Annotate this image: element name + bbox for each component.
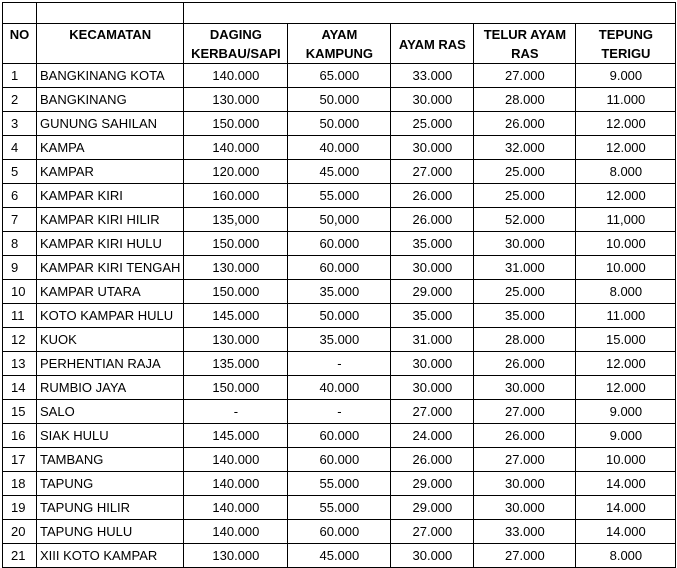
cell-no: 14 (3, 376, 37, 400)
cell-kecamatan: KAMPAR UTARA (37, 280, 184, 304)
header-ayam-ras: AYAM RAS (391, 24, 474, 64)
cell-ayam-ras: 30.000 (391, 352, 474, 376)
cell-telur: 33.000 (474, 520, 576, 544)
cell-no: 19 (3, 496, 37, 520)
cell-no: 2 (3, 88, 37, 112)
cell-ayam-ras: 29.000 (391, 280, 474, 304)
cell-daging: 120.000 (184, 160, 288, 184)
cell-ayam-kampung: 35.000 (288, 328, 391, 352)
cell-tepung: 12.000 (576, 112, 676, 136)
cell-kecamatan: KOTO KAMPAR HULU (37, 304, 184, 328)
cell-ayam-kampung: 50,000 (288, 208, 391, 232)
cell-tepung: 8.000 (576, 280, 676, 304)
cell-tepung: 9.000 (576, 424, 676, 448)
cell-ayam-ras: 35.000 (391, 304, 474, 328)
table-row (3, 496, 676, 520)
cell-ayam-kampung: 55.000 (288, 472, 391, 496)
table-header (3, 3, 676, 64)
cell-kecamatan: TAMBANG (37, 448, 184, 472)
table-row (3, 424, 676, 448)
cell-daging: - (184, 400, 288, 424)
table-row (3, 544, 676, 568)
table-row (3, 472, 676, 496)
cell-ayam-ras: 29.000 (391, 472, 474, 496)
cell-daging: 150.000 (184, 280, 288, 304)
cell-kecamatan: KAMPAR KIRI HULU (37, 232, 184, 256)
cell-ayam-kampung: 60.000 (288, 256, 391, 280)
table-row (3, 256, 676, 280)
table-row (3, 376, 676, 400)
cell-no: 11 (3, 304, 37, 328)
header-spacer-row (3, 3, 676, 24)
cell-tepung: 11.000 (576, 304, 676, 328)
cell-no: 18 (3, 472, 37, 496)
header-ayam-kampung: AYAM KAMPUNG (288, 24, 391, 64)
cell-kecamatan: GUNUNG SAHILAN (37, 112, 184, 136)
table-row (3, 160, 676, 184)
cell-ayam-ras: 25.000 (391, 112, 474, 136)
spacer-cell (184, 3, 676, 24)
cell-kecamatan: KAMPAR KIRI TENGAH (37, 256, 184, 280)
cell-kecamatan: SALO (37, 400, 184, 424)
cell-kecamatan: TAPUNG HULU (37, 520, 184, 544)
cell-ayam-kampung: 60.000 (288, 424, 391, 448)
header-daging: DAGING KERBAU/SAPI (184, 24, 288, 64)
cell-kecamatan: KAMPAR (37, 160, 184, 184)
cell-telur: 26.000 (474, 352, 576, 376)
cell-ayam-ras: 31.000 (391, 328, 474, 352)
cell-tepung: 8.000 (576, 160, 676, 184)
cell-daging: 135.000 (184, 352, 288, 376)
cell-ayam-kampung: 50.000 (288, 112, 391, 136)
cell-tepung: 9.000 (576, 400, 676, 424)
cell-no: 3 (3, 112, 37, 136)
cell-tepung: 10.000 (576, 448, 676, 472)
cell-ayam-kampung: 45.000 (288, 544, 391, 568)
cell-tepung: 10.000 (576, 232, 676, 256)
cell-no: 8 (3, 232, 37, 256)
cell-kecamatan: KAMPAR KIRI (37, 184, 184, 208)
header-telur: TELUR AYAM RAS (474, 24, 576, 64)
cell-ayam-kampung: - (288, 352, 391, 376)
price-table (2, 2, 676, 568)
cell-ayam-kampung: 60.000 (288, 448, 391, 472)
cell-no: 9 (3, 256, 37, 280)
cell-daging: 130.000 (184, 544, 288, 568)
cell-tepung: 14.000 (576, 496, 676, 520)
cell-ayam-ras: 29.000 (391, 496, 474, 520)
cell-kecamatan: KUOK (37, 328, 184, 352)
cell-tepung: 15.000 (576, 328, 676, 352)
cell-no: 4 (3, 136, 37, 160)
cell-daging: 150.000 (184, 232, 288, 256)
cell-tepung: 12.000 (576, 184, 676, 208)
table-row (3, 352, 676, 376)
cell-kecamatan: KAMPA (37, 136, 184, 160)
cell-kecamatan: KAMPAR KIRI HILIR (37, 208, 184, 232)
cell-ayam-ras: 26.000 (391, 448, 474, 472)
cell-telur: 28.000 (474, 328, 576, 352)
cell-ayam-kampung: 60.000 (288, 232, 391, 256)
cell-telur: 30.000 (474, 376, 576, 400)
spacer-cell (37, 3, 184, 24)
table-row (3, 136, 676, 160)
table-row (3, 184, 676, 208)
header-no: NO (3, 24, 37, 64)
cell-ayam-kampung: 55.000 (288, 184, 391, 208)
spacer-cell (3, 3, 37, 24)
table-row (3, 304, 676, 328)
cell-no: 1 (3, 64, 37, 88)
cell-daging: 140.000 (184, 496, 288, 520)
cell-ayam-ras: 26.000 (391, 208, 474, 232)
cell-ayam-kampung: 35.000 (288, 280, 391, 304)
cell-telur: 25.000 (474, 160, 576, 184)
header-kecamatan: KECAMATAN (37, 24, 184, 64)
cell-daging: 150.000 (184, 112, 288, 136)
cell-no: 13 (3, 352, 37, 376)
cell-telur: 26.000 (474, 112, 576, 136)
cell-ayam-ras: 30.000 (391, 376, 474, 400)
cell-daging: 140.000 (184, 64, 288, 88)
cell-daging: 130.000 (184, 328, 288, 352)
cell-telur: 27.000 (474, 400, 576, 424)
table-row (3, 232, 676, 256)
cell-ayam-ras: 30.000 (391, 544, 474, 568)
cell-kecamatan: RUMBIO JAYA (37, 376, 184, 400)
cell-tepung: 11.000 (576, 88, 676, 112)
cell-telur: 27.000 (474, 64, 576, 88)
cell-ayam-kampung: 40.000 (288, 136, 391, 160)
cell-telur: 30.000 (474, 472, 576, 496)
cell-tepung: 12.000 (576, 376, 676, 400)
cell-ayam-ras: 27.000 (391, 400, 474, 424)
header-row (3, 24, 676, 64)
cell-ayam-ras: 35.000 (391, 232, 474, 256)
cell-tepung: 14.000 (576, 520, 676, 544)
cell-telur: 52.000 (474, 208, 576, 232)
cell-daging: 140.000 (184, 472, 288, 496)
cell-ayam-kampung: 50.000 (288, 304, 391, 328)
table-row (3, 208, 676, 232)
cell-no: 5 (3, 160, 37, 184)
cell-telur: 27.000 (474, 544, 576, 568)
cell-daging: 140.000 (184, 520, 288, 544)
cell-no: 6 (3, 184, 37, 208)
cell-telur: 25.000 (474, 184, 576, 208)
cell-daging: 145.000 (184, 424, 288, 448)
cell-kecamatan: PERHENTIAN RAJA (37, 352, 184, 376)
cell-ayam-ras: 27.000 (391, 160, 474, 184)
cell-no: 12 (3, 328, 37, 352)
cell-kecamatan: BANGKINANG (37, 88, 184, 112)
header-tepung: TEPUNG TERIGU (576, 24, 676, 64)
cell-tepung: 9.000 (576, 64, 676, 88)
cell-tepung: 12.000 (576, 352, 676, 376)
cell-no: 20 (3, 520, 37, 544)
cell-tepung: 10.000 (576, 256, 676, 280)
cell-no: 7 (3, 208, 37, 232)
table-row (3, 112, 676, 136)
cell-ayam-ras: 27.000 (391, 520, 474, 544)
cell-telur: 32.000 (474, 136, 576, 160)
cell-tepung: 14.000 (576, 472, 676, 496)
cell-daging: 130.000 (184, 256, 288, 280)
cell-daging: 160.000 (184, 184, 288, 208)
table-row (3, 328, 676, 352)
table-body (3, 64, 676, 568)
table-row (3, 280, 676, 304)
cell-no: 16 (3, 424, 37, 448)
cell-kecamatan: XIII KOTO KAMPAR (37, 544, 184, 568)
cell-tepung: 8.000 (576, 544, 676, 568)
cell-kecamatan: BANGKINANG KOTA (37, 64, 184, 88)
cell-ayam-kampung: 55.000 (288, 496, 391, 520)
cell-ayam-ras: 33.000 (391, 64, 474, 88)
cell-telur: 28.000 (474, 88, 576, 112)
cell-tepung: 12.000 (576, 136, 676, 160)
cell-no: 15 (3, 400, 37, 424)
cell-ayam-kampung: - (288, 400, 391, 424)
table-row (3, 88, 676, 112)
cell-telur: 31.000 (474, 256, 576, 280)
cell-ayam-ras: 30.000 (391, 256, 474, 280)
cell-no: 10 (3, 280, 37, 304)
table-row (3, 520, 676, 544)
cell-ayam-ras: 26.000 (391, 184, 474, 208)
cell-ayam-ras: 30.000 (391, 88, 474, 112)
cell-ayam-kampung: 45.000 (288, 160, 391, 184)
cell-ayam-kampung: 40.000 (288, 376, 391, 400)
table-row (3, 64, 676, 88)
cell-no: 21 (3, 544, 37, 568)
cell-ayam-ras: 24.000 (391, 424, 474, 448)
cell-telur: 30.000 (474, 232, 576, 256)
cell-daging: 145.000 (184, 304, 288, 328)
cell-telur: 30.000 (474, 496, 576, 520)
cell-daging: 150.000 (184, 376, 288, 400)
cell-daging: 140.000 (184, 136, 288, 160)
cell-daging: 135,000 (184, 208, 288, 232)
cell-telur: 26.000 (474, 424, 576, 448)
cell-ayam-kampung: 65.000 (288, 64, 391, 88)
table-row (3, 400, 676, 424)
cell-daging: 140.000 (184, 448, 288, 472)
cell-telur: 35.000 (474, 304, 576, 328)
cell-telur: 27.000 (474, 448, 576, 472)
cell-ayam-ras: 30.000 (391, 136, 474, 160)
cell-no: 17 (3, 448, 37, 472)
cell-ayam-kampung: 60.000 (288, 520, 391, 544)
cell-telur: 25.000 (474, 280, 576, 304)
cell-tepung: 11,000 (576, 208, 676, 232)
cell-kecamatan: TAPUNG HILIR (37, 496, 184, 520)
cell-kecamatan: SIAK HULU (37, 424, 184, 448)
cell-kecamatan: TAPUNG (37, 472, 184, 496)
cell-daging: 130.000 (184, 88, 288, 112)
table-row (3, 448, 676, 472)
cell-ayam-kampung: 50.000 (288, 88, 391, 112)
